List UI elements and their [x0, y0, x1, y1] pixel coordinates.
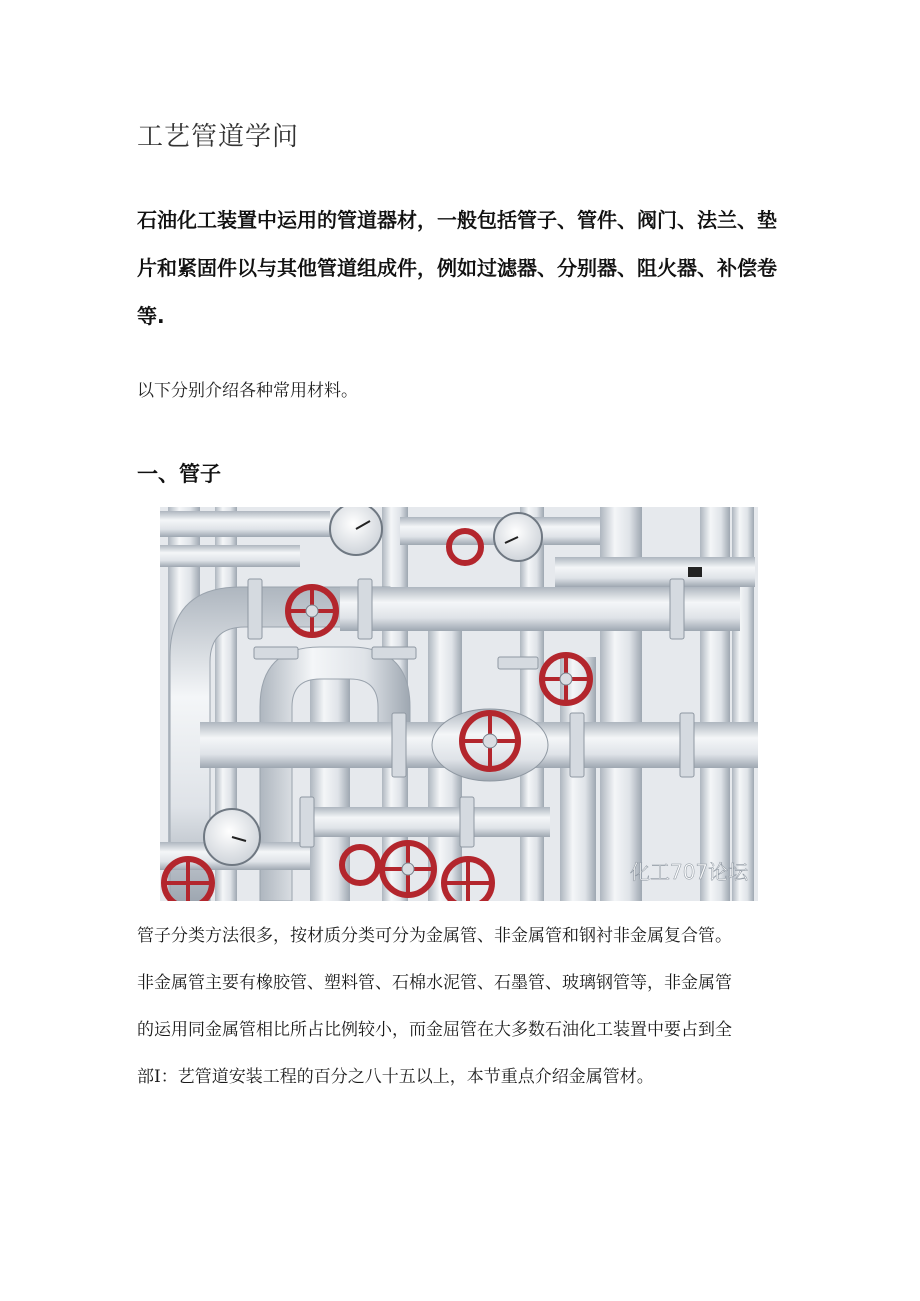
- page-title: 工艺管道学问: [137, 122, 300, 152]
- intro-line: 石油化工装置中运用的管道器材，一般包括管子、管件、阀门、法兰、垫: [137, 208, 777, 232]
- intro-line: 等.: [137, 304, 165, 328]
- body-paragraph: [137, 913, 797, 1101]
- intro-paragraph: [137, 196, 797, 340]
- section-heading: 一、管子: [137, 462, 221, 486]
- body-line: 的运用同金属管相比所占比例较小，而金屈管在大多数石油化工装置中要占到全: [137, 1020, 732, 1040]
- body-line: 部I：艺管道安装工程的百分之八十五以上，本节重点介绍金属管材。: [137, 1067, 654, 1087]
- subintro-paragraph: 以下分别介绍各种常用材料。: [137, 381, 358, 401]
- intro-line: 片和紧固件以与其他管道组成件，例如过滤器、分别器、阻火器、补偿卷: [137, 256, 777, 280]
- pipes-illustration: [160, 507, 758, 901]
- watermark-text: 化工707论坛: [630, 860, 749, 884]
- body-line: 管子分类方法很多，按材质分类可分为金属管、非金属管和钢衬非金属复合管。: [137, 926, 732, 946]
- body-line: 非金属管主要有橡胶管、塑料管、石棉水泥管、石墨管、玻璃钢管等，非金属管: [137, 973, 732, 993]
